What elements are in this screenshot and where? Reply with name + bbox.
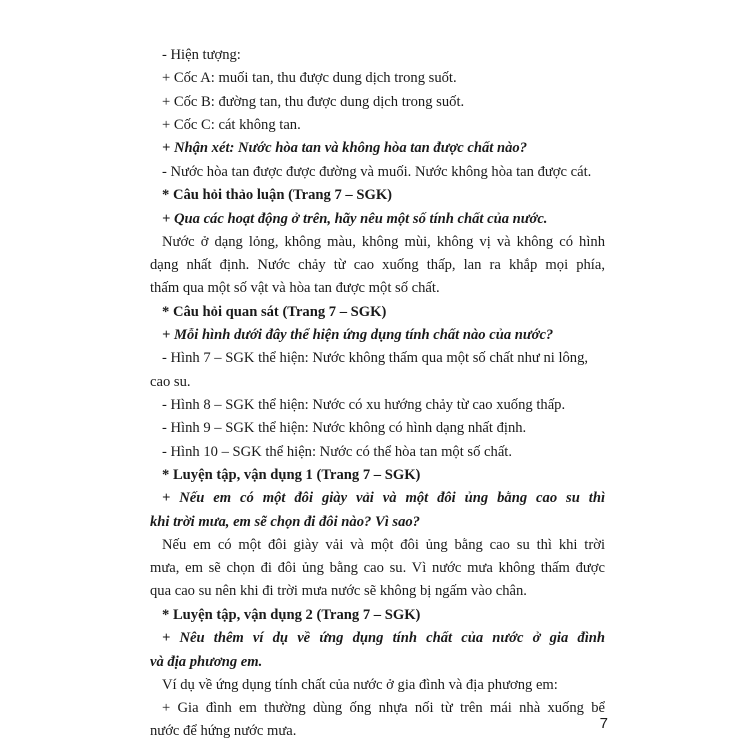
text-line: + Cốc B: đường tan, thu được dung dịch trong suốt. xyxy=(162,94,465,110)
text-line: + Cốc C: cát không tan. xyxy=(162,117,301,133)
question-heading: khi trời mưa, em sẽ chọn đi đôi nào? Vì sao? xyxy=(150,514,420,530)
section-heading: * Câu hỏi thảo luận (Trang 7 – SGK) xyxy=(162,187,393,203)
question-heading: + Nêu thêm ví dụ về ứng dụng tính chất của nước ở gia đình xyxy=(162,630,605,646)
text-line: thấm qua một số vật và hòa tan được một số chất. xyxy=(150,280,440,296)
text-line: Nước ở dạng lỏng, không màu, không mùi, không vị và không có hình xyxy=(162,234,605,250)
question-heading: + Nếu em có một đôi giày vải và một đôi ủng bằng cao su thì xyxy=(162,490,605,506)
section-heading: * Câu hỏi quan sát (Trang 7 – SGK) xyxy=(162,304,387,320)
question-heading: và địa phương em. xyxy=(150,654,263,670)
text-line: cao su. xyxy=(150,374,191,390)
section-heading: * Luyện tập, vận dụng 2 (Trang 7 – SGK) xyxy=(162,607,421,623)
text-line: - Hình 7 – SGK thể hiện: Nước không thấm qua một số chất như ni lông, xyxy=(162,350,589,366)
text-line: - Hình 10 – SGK thể hiện: Nước có thể hòa tan một số chất. xyxy=(162,444,513,460)
text-line: + Cốc A: muối tan, thu được dung dịch trong suốt. xyxy=(162,70,457,86)
text-line: - Nước hòa tan được được đường và muối. Nước không hòa tan được cát. xyxy=(162,164,592,180)
question-heading: + Mỗi hình dưới đây thể hiện ứng dụng tính chất nào của nước? xyxy=(162,327,554,343)
text-line: Nếu em có một đôi giày vải và một đôi ủng bằng cao su thì khi trời xyxy=(162,537,605,553)
text-line: - Hiện tượng: xyxy=(162,47,241,63)
text-line: + Gia đình em thường dùng ống nhựa nối từ trên mái nhà xuống bể xyxy=(162,700,605,716)
text-line: Ví dụ về ứng dụng tính chất của nước ở gia đình và địa phương em: xyxy=(162,677,558,693)
question-heading: + Qua các hoạt động ở trên, hãy nêu một số tính chất của nước. xyxy=(162,211,548,227)
text-line: - Hình 9 – SGK thể hiện: Nước không có hình dạng nhất định. xyxy=(162,420,527,436)
page-number: 7 xyxy=(599,715,608,732)
text-line: qua cao su nên khi đi trời mưa nước sẽ không bị ngấm vào chân. xyxy=(150,583,527,599)
text-line: mưa, em sẽ chọn đi đôi ủng bằng cao su. Vì nước mưa không thấm được xyxy=(150,560,605,576)
text-line: dạng nhất định. Nước chảy từ cao xuống thấp, lan ra khắp mọi phía, xyxy=(150,257,605,273)
section-heading: * Luyện tập, vận dụng 1 (Trang 7 – SGK) xyxy=(162,467,421,483)
text-line: - Hình 8 – SGK thể hiện: Nước có xu hướng chảy từ cao xuống thấp. xyxy=(162,397,566,413)
text-line: nước để hứng nước mưa. xyxy=(150,723,297,739)
question-heading: + Nhận xét: Nước hòa tan và không hòa tan được chất nào? xyxy=(162,140,528,156)
